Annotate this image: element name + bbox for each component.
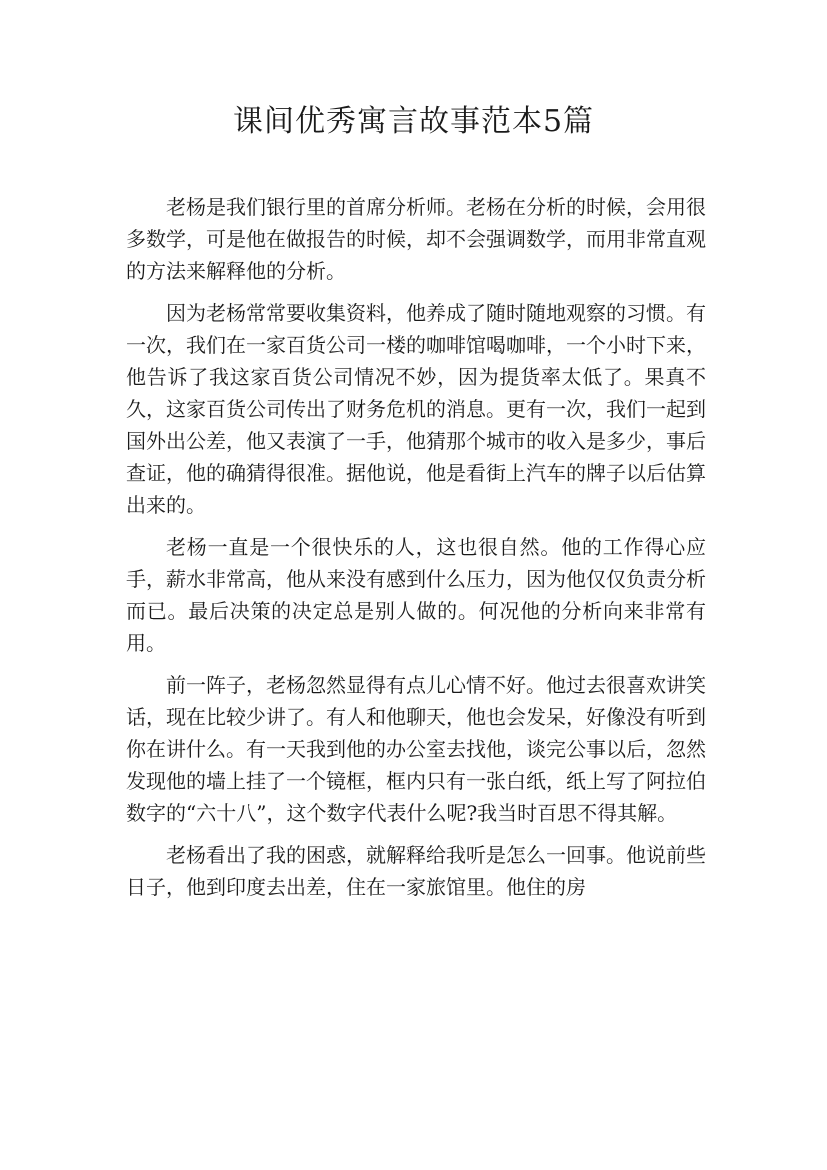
paragraph-2: 因为老杨常常要收集资料，他养成了随时随地观察的习惯。有一次，我们在一家百货公司一楼的咖啡馆喝咖啡，一个小时下来，他告诉了我这家百货公司情况不妙，因为提货率太低了。果真不久，这家百货公司传出了财务危机的消息。更有一次，我们一起到国外出公差，他又表演了一手，他猜那个城市的收入是多少，事后查证，他的确猜得很准。据他说，他是看街上汽车的牌子以后估算出来的。: [126, 301, 706, 517]
document-body: [126, 191, 706, 903]
document-title: 课间优秀寓言故事范本5篇: [232, 104, 595, 139]
paragraph-5: 老杨看出了我的困惑，就解释给我听是怎么一回事。他说前些日子，他到印度去出差，住在一家旅馆里。他住的房: [126, 843, 706, 899]
paragraph-1: 老杨是我们银行里的首席分析师。老杨在分析的时候，会用很多数学，可是他在做报告的时候，却不会强调数学，而用非常直观的方法来解释他的分析。: [126, 195, 706, 283]
paragraph-3: 老杨一直是一个很快乐的人，这也很自然。他的工作得心应手，薪水非常高，他从来没有感到什么压力，因为他仅仅负责分析而已。最后决策的决定总是别人做的。何况他的分析向来非常有用。: [126, 535, 706, 655]
paragraph-4: 前一阵子，老杨忽然显得有点儿心情不好。他过去很喜欢讲笑话，现在比较少讲了。有人和他聊天，他也会发呆，好像没有听到你在讲什么。有一天我到他的办公室去找他，谈完公事以后，忽然发现他的墙上挂了一个镜框，框内只有一张白纸，纸上写了阿拉伯数字的“六十八”，这个数字代表什么呢?我当时百思不得其解。: [126, 673, 706, 825]
